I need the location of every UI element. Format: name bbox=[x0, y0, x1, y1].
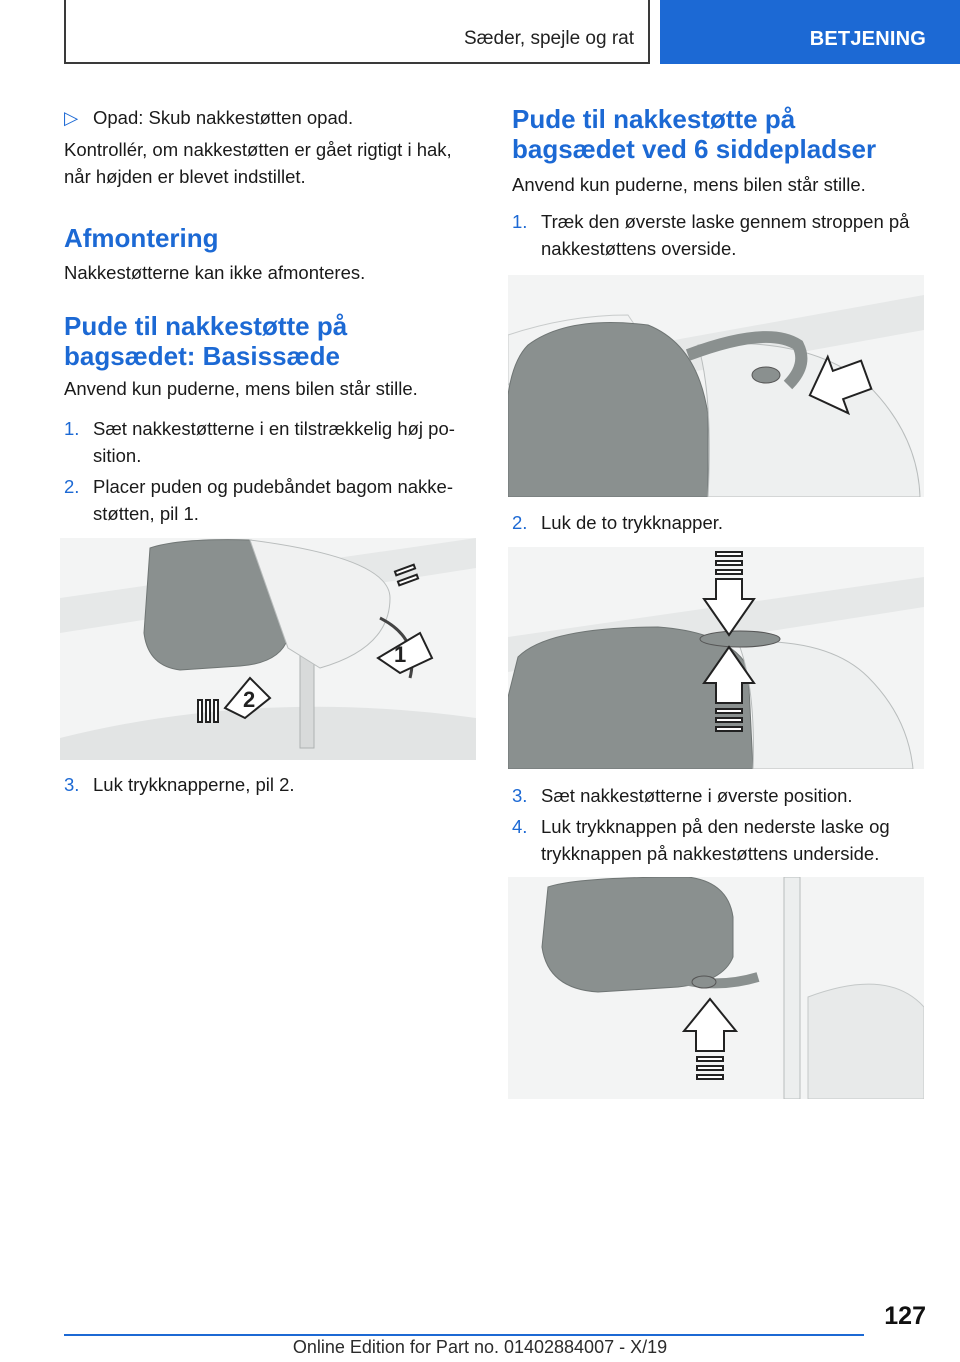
list-text: Træk den øverste laske gennem stroppen på bbox=[541, 211, 910, 232]
list-number: 3. bbox=[512, 785, 528, 806]
figure-pull-strap bbox=[508, 275, 924, 497]
list-text: Luk trykknappen på den nederste laske og bbox=[541, 816, 890, 837]
list-number: 1. bbox=[64, 418, 80, 439]
list-number: 2. bbox=[512, 512, 528, 533]
headrest-illustration bbox=[60, 538, 476, 760]
list-number: 1. bbox=[512, 211, 528, 232]
list-text: Sæt nakkestøtterne i øverste position. bbox=[541, 785, 853, 806]
list-text: Luk de to trykknapper. bbox=[541, 512, 724, 533]
list-text: nakkestøttens overside. bbox=[541, 238, 737, 259]
figure-close-snaps bbox=[508, 547, 924, 769]
figure-headrest-pillow-basic bbox=[60, 538, 476, 760]
list-text: Sæt nakkestøtterne i en tilstrækkelig høj po‐ bbox=[93, 418, 455, 439]
paragraph-line: Anvend kun puderne, mens bilen står stille. bbox=[512, 174, 866, 195]
header-section-title: Sæder, spejle og rat bbox=[463, 28, 634, 49]
arrow-label: 1 bbox=[394, 642, 407, 667]
header-chapter-title: BETJENING bbox=[809, 28, 926, 50]
footer-divider bbox=[64, 1334, 864, 1336]
paragraph-line: når højden er blevet indstillet. bbox=[64, 166, 306, 187]
figure-lower-snap bbox=[508, 877, 924, 1099]
list-text: Luk trykknapperne, pil 2. bbox=[93, 774, 295, 795]
arrow-label: 2 bbox=[243, 687, 256, 712]
heading-pillow-basic: bagsædet: Basissæde bbox=[64, 341, 340, 371]
headrest-illustration bbox=[508, 877, 924, 1099]
headrest-illustration bbox=[508, 275, 924, 497]
list-number: 2. bbox=[64, 476, 80, 497]
heading-afmontering: Afmontering bbox=[64, 223, 219, 253]
header-chapter-tab bbox=[660, 0, 960, 64]
list-number: 4. bbox=[512, 816, 528, 837]
list-text: trykknappen på nakkestøttens underside. bbox=[541, 843, 880, 864]
header-section-box bbox=[64, 0, 650, 64]
list-text: Placer puden og pudebåndet bagom nakke‐ bbox=[93, 476, 453, 497]
paragraph-line: Kontrollér, om nakkestøtten er gået rigtigt i hak, bbox=[64, 139, 452, 160]
heading-pillow-6-seats: bagsædet ved 6 siddepladser bbox=[512, 134, 877, 164]
headrest-illustration bbox=[508, 547, 924, 769]
tip-marker-icon: ▷ bbox=[64, 107, 79, 128]
paragraph-line: Nakkestøtterne kan ikke afmonteres. bbox=[64, 262, 366, 283]
list-text: sition. bbox=[93, 445, 142, 466]
list-number: 3. bbox=[64, 774, 80, 795]
heading-pillow-6-seats: Pude til nakkestøtte på bbox=[512, 104, 796, 134]
tip-text: Opad: Skub nakkestøtten opad. bbox=[93, 107, 354, 128]
heading-pillow-basic: Pude til nakkestøtte på bbox=[64, 311, 348, 341]
list-text: støtten, pil 1. bbox=[93, 503, 199, 524]
up-arrow-icon bbox=[684, 999, 736, 1051]
page-number: 127 bbox=[884, 1302, 926, 1330]
footer-edition: Online Edition for Part no. 01402884007 - X/19 bbox=[292, 1337, 668, 1357]
paragraph-line: Anvend kun puderne, mens bilen står stille. bbox=[64, 378, 418, 399]
